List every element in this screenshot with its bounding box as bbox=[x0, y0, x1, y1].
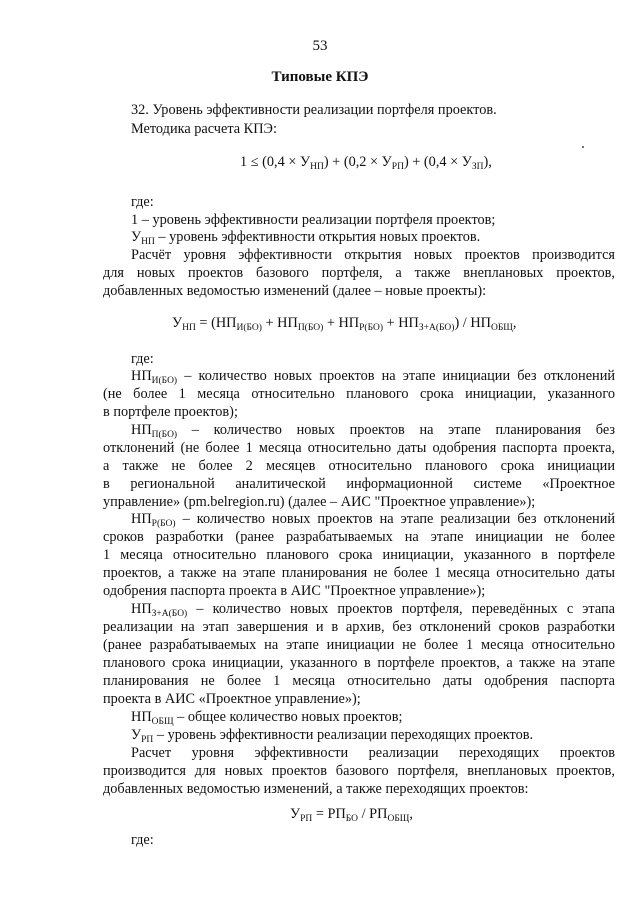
where-label: где: bbox=[131, 351, 154, 367]
definition-line: (не более 1 месяца относительно планового срока инициации, указанного bbox=[103, 386, 615, 402]
definition-line: $НП_{П(БО)}$ – количество новых проектов на этапе планирования без bbox=[131, 422, 615, 440]
definition-line: управление» (pm.belregion.ru) (далее – АИС "Проектное управление»); bbox=[103, 494, 536, 510]
definition-line: в портфеле проектов); bbox=[103, 404, 238, 420]
definition-line: отклонений (не более 1 месяца относительно даты одобрения паспорта проекта, bbox=[103, 440, 615, 456]
definition-line: $НП_{З+А(БО)}$ – количество новых проектов портфеля, переведённых с этапа bbox=[131, 601, 615, 619]
definition-line: проектов, а также на этапе планирования не более 1 месяца относительно даты bbox=[103, 565, 615, 581]
paragraph-line: добавленных ведомостью изменений, а также переходящих проектов: bbox=[103, 781, 529, 797]
definition-line: сроков разработки (ранее разрабатываемых на этапе инициации не более bbox=[103, 529, 615, 545]
definition-line: а также не более 2 месяцев относительно планового срока инициации bbox=[103, 458, 615, 474]
where-label: где: bbox=[131, 194, 154, 210]
where-label: где: bbox=[131, 832, 154, 848]
definition-line: 1 месяца относительно планового срока инициации, указанного в портфеле bbox=[103, 547, 615, 563]
definition-line: проекта в АИС «Проектное управление»); bbox=[103, 691, 361, 707]
definition-line: планового срока инициации, указанного в портфеле проектов, а также на этапе bbox=[103, 655, 615, 671]
page-number: 53 bbox=[312, 38, 328, 54]
formula-kpe: $1 \le (0,4 \times У_{НП}) + (0,2 \times У_{РП}) + (0,4 \times У_{ЗП})$, bbox=[240, 154, 492, 172]
formula-unp: $У_{НП} = (НП_{И(БО)} + НП_{П(БО)} + НП_{Р(БО)} + НП_{З+А(БО)}) / НП_{ОБЩ}$, bbox=[172, 315, 517, 333]
definition-line: реализации на этап завершения и в архив, без отклонений сроков разработки bbox=[103, 619, 615, 635]
definition-line: $НП_{Р(БО)}$ – количество новых проектов на этапе реализации без отклонений bbox=[131, 511, 615, 529]
section-title: Типовые КПЭ bbox=[271, 69, 369, 85]
item-heading: 32. Уровень эффективности реализации портфеля проектов. bbox=[131, 102, 497, 118]
method-label: Методика расчета КПЭ: bbox=[131, 121, 277, 137]
paragraph-line: Расчёт уровня эффективности открытия новых проектов производится bbox=[131, 247, 615, 263]
definition-line: $У_{НП}$ – уровень эффективности открытия новых проектов. bbox=[131, 229, 481, 247]
definition-line: (ранее разрабатываемых на этапе инициации не более 1 месяца относительно bbox=[103, 637, 615, 653]
definition-line: $НП_{И(БО)}$ – количество новых проектов на этапе инициации без отклонений bbox=[131, 368, 615, 386]
definition-line: в региональной аналитической информационной системе «Проектное bbox=[103, 476, 615, 492]
scan-speck bbox=[582, 146, 584, 148]
formula-urp: $У_{РП} = РП_{БО} / РП_{ОБЩ}$, bbox=[290, 806, 413, 824]
paragraph-line: Расчет уровня эффективности реализации переходящих проектов bbox=[131, 745, 615, 761]
definition-line: одобрения паспорта проекта в АИС "Проектное управление»); bbox=[103, 583, 486, 599]
paragraph-line: для новых проектов базового портфеля, а также внеплановых проектов, bbox=[103, 265, 615, 281]
definition-line: 1 – уровень эффективности реализации портфеля проектов; bbox=[131, 212, 496, 228]
definition-line: $У_{РП}$ – уровень эффективности реализации переходящих проектов. bbox=[131, 727, 534, 745]
definition-line: $НП_{ОБЩ}$ – общее количество новых проектов; bbox=[131, 709, 403, 727]
paragraph-line: добавленных ведомостью изменений (далее – новые проекты): bbox=[103, 283, 487, 299]
paragraph-line: производится для новых проектов базового портфеля, внеплановых проектов, bbox=[103, 763, 615, 779]
definition-line: планирования не более 1 месяца относительно даты одобрения паспорта bbox=[103, 673, 615, 689]
